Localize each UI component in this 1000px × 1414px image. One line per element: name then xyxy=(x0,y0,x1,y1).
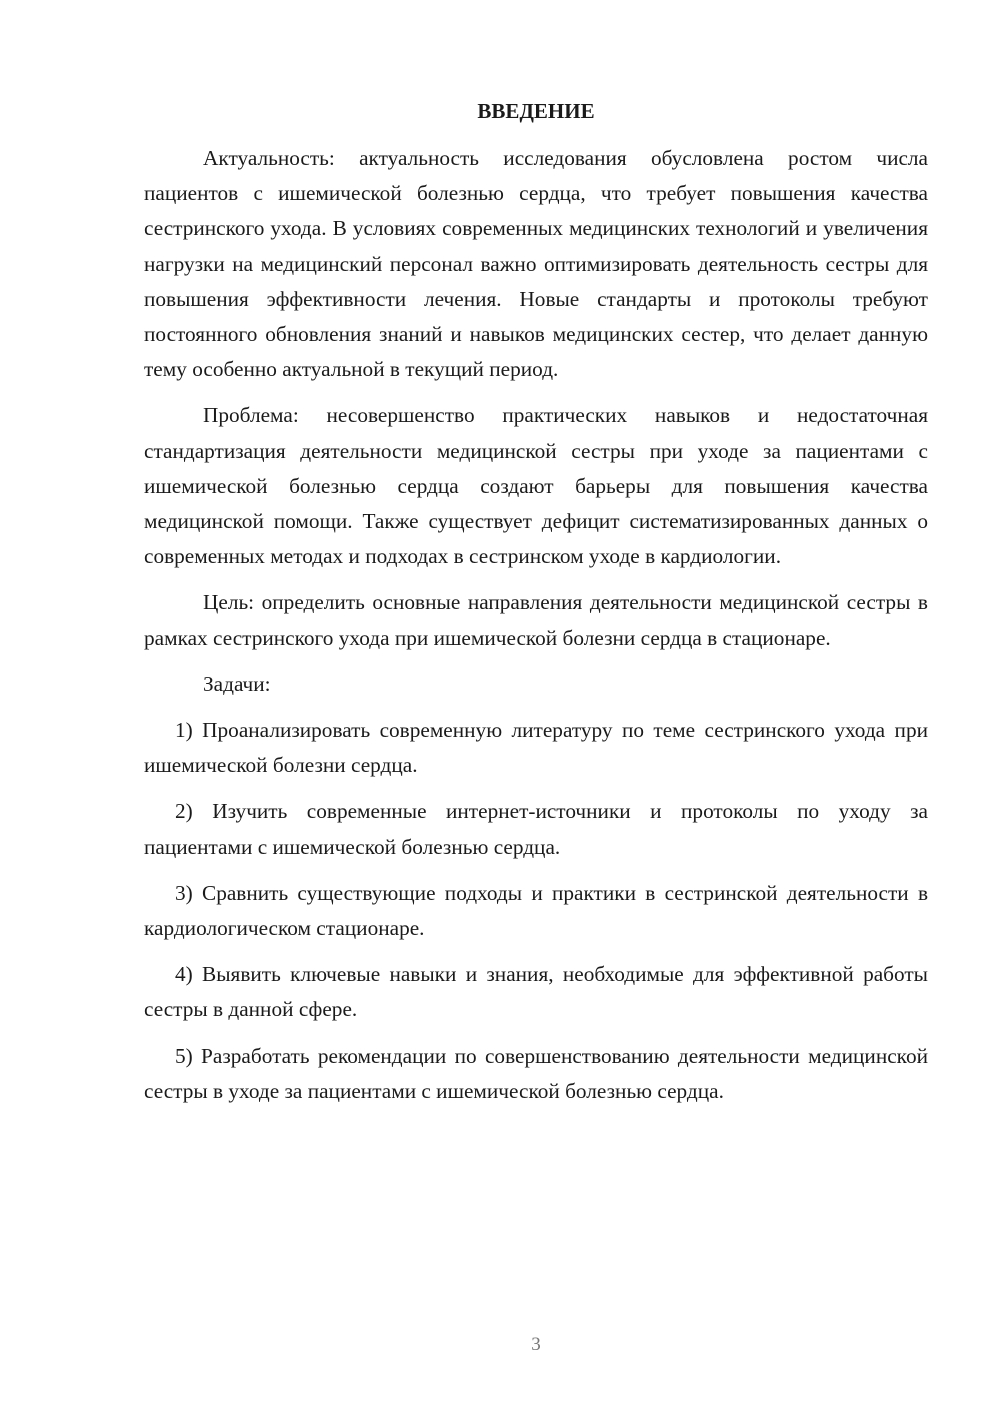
task-item: 4) Выявить ключевые навыки и знания, необходимые для эффективной работы сестры в данной сфере. xyxy=(144,962,928,1022)
task-item: 2) Изучить современные интернет-источники и протоколы по уходу за пациентами с ишемической болезнью сердца. xyxy=(144,799,928,859)
tasks-label: Задачи: xyxy=(203,671,271,696)
goal-paragraph: Цель: определить основные направления деятельности медицинской сестры в рамках сестринского ухода при ишемической болезни сердца в стационаре. xyxy=(144,590,928,650)
relevance-paragraph: Актуальность: актуальность исследования обусловлена ростом числа пациентов с ишемической болезнью сердца, что требует повышения качества сестринского ухода. В условиях современных медицинских технологий и увеличения нагрузки на медицинский персонал важно оптимизировать деятельность сестры для повышения эффективности лечения. Новые стандарты и протоколы требуют постоянного обновления знаний и навыков медицинских сестер, что делает данную тему особенно актуальной в текущий период. xyxy=(144,146,928,382)
task-item: 1) Проанализировать современную литературу по теме сестринского ухода при ишемической болезни сердца. xyxy=(144,718,928,778)
problem-paragraph: Проблема: несовершенство практических навыков и недостаточная стандартизация деятельности медицинской сестры при уходе за пациентами с ишемической болезнью сердца создают барьеры для повышения качества медицинской помощи. Также существует дефицит систематизированных данных о современных методах и подходах в сестринском уходе в кардиологии. xyxy=(144,403,928,569)
section-heading: ВВЕДЕНИЕ xyxy=(477,99,595,123)
page-number: 3 xyxy=(531,1334,541,1355)
task-item: 3) Сравнить существующие подходы и практики в сестринской деятельности в кардиологическом стационаре. xyxy=(144,880,928,941)
page-content xyxy=(144,94,928,1120)
task-item: 5) Разработать рекомендации по совершенствованию деятельности медицинской сестры в уходе за пациентами с ишемической болезнью сердца. xyxy=(144,1043,928,1103)
